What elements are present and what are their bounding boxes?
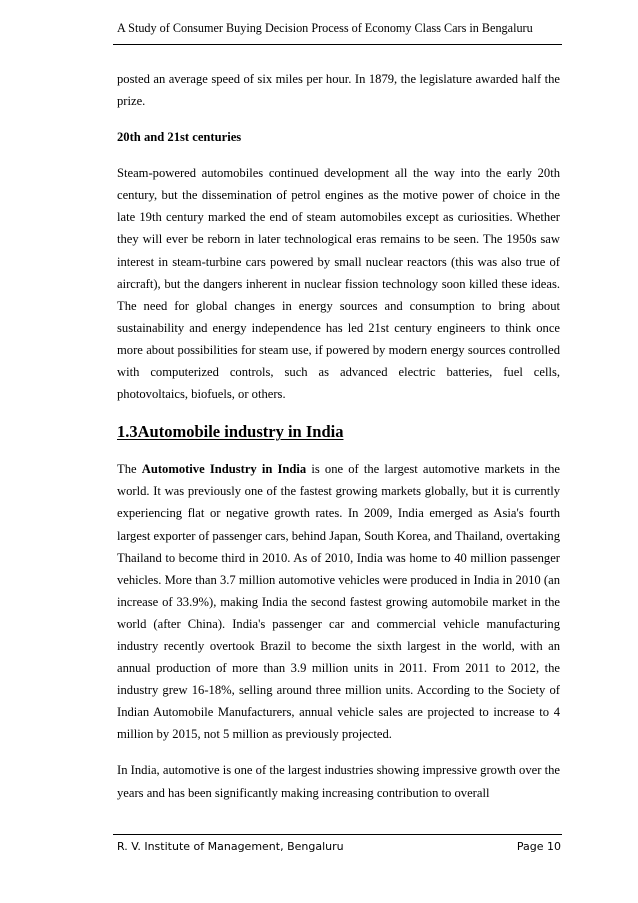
page-number: Page 10: [516, 840, 561, 853]
paragraph-steam-development: Steam-powered automobiles continued development all the way into the early 20th century, but the dissemination of petrol engines as the motive power of choice in the late 19th century marked the end of steam automobiles except as curiosities. Whether they will ever be reborn in later technological eras remains to be seen. The 1950s saw interest in steam-turbine cars powered by small nuclear reactors (this was also true of aircraft), but the dangers inherent in nuclear fission technology soon killed these ideas. The need for global changes in energy sources and consumption to bring about sustainability and energy independence has led 21st century engineers to think once more about possibilities for steam use, if powered by modern energy sources controlled with computerized controls, such as advanced electric batteries, fuel cells, photovoltaics, biofuels, or others.: [117, 166, 560, 402]
subheading-20th-21st-centuries: 20th and 21st centuries: [117, 130, 242, 145]
footer-rule: [113, 834, 562, 835]
page-content: [117, 68, 560, 803]
paragraph-body-text: is one of the largest automotive markets in the world. It was previously one of the fastest growing markets globally, but it is currently experiencing flat or negative growth rates. In 2009, India emerged as Asia's fourth largest exporter of passenger cars, behind Japan, South Korea, and Thailand, overtaking Thailand to become third in 2010. As of 2010, India was home to 40 million passenger vehicles. More than 3.7 million automotive vehicles were produced in India in 2010 (an increase of 33.9%), making India the second fastest growing automobile market in the world (after China). India's passenger car and commercial vehicle manufacturing industry recently overtook Brazil to become the sixth largest in the world, with an annual production of more than 3.9 million units in 2011. From 2011 to 2012, the industry grew 16-18%, selling around three million units. According to the Society of Indian Automobile Manufacturers, annual vehicle sales are projected to increase to 4 million by 2015, not 5 million as previously projected.: [117, 462, 560, 742]
paragraph-automotive-industry: [117, 458, 560, 745]
paragraph-automotive-growth: In India, automotive is one of the largest industries showing impressive growth over the years and has been significantly making increasing contribution to overall: [117, 763, 560, 800]
header-rule: [113, 44, 562, 45]
bold-term-automotive-industry: Automotive Industry in India: [141, 462, 307, 477]
section-heading-automobile-industry-india: 1.3Automobile industry in India: [117, 422, 344, 442]
running-header: A Study of Consumer Buying Decision Process of Economy Class Cars in Bengaluru: [117, 21, 533, 35]
paragraph-lead-text: The: [117, 462, 142, 477]
paragraph-steam-prize: posted an average speed of six miles per hour. In 1879, the legislature awarded half the prize.: [117, 72, 560, 109]
footer-institute: R. V. Institute of Management, Bengaluru: [117, 840, 344, 853]
